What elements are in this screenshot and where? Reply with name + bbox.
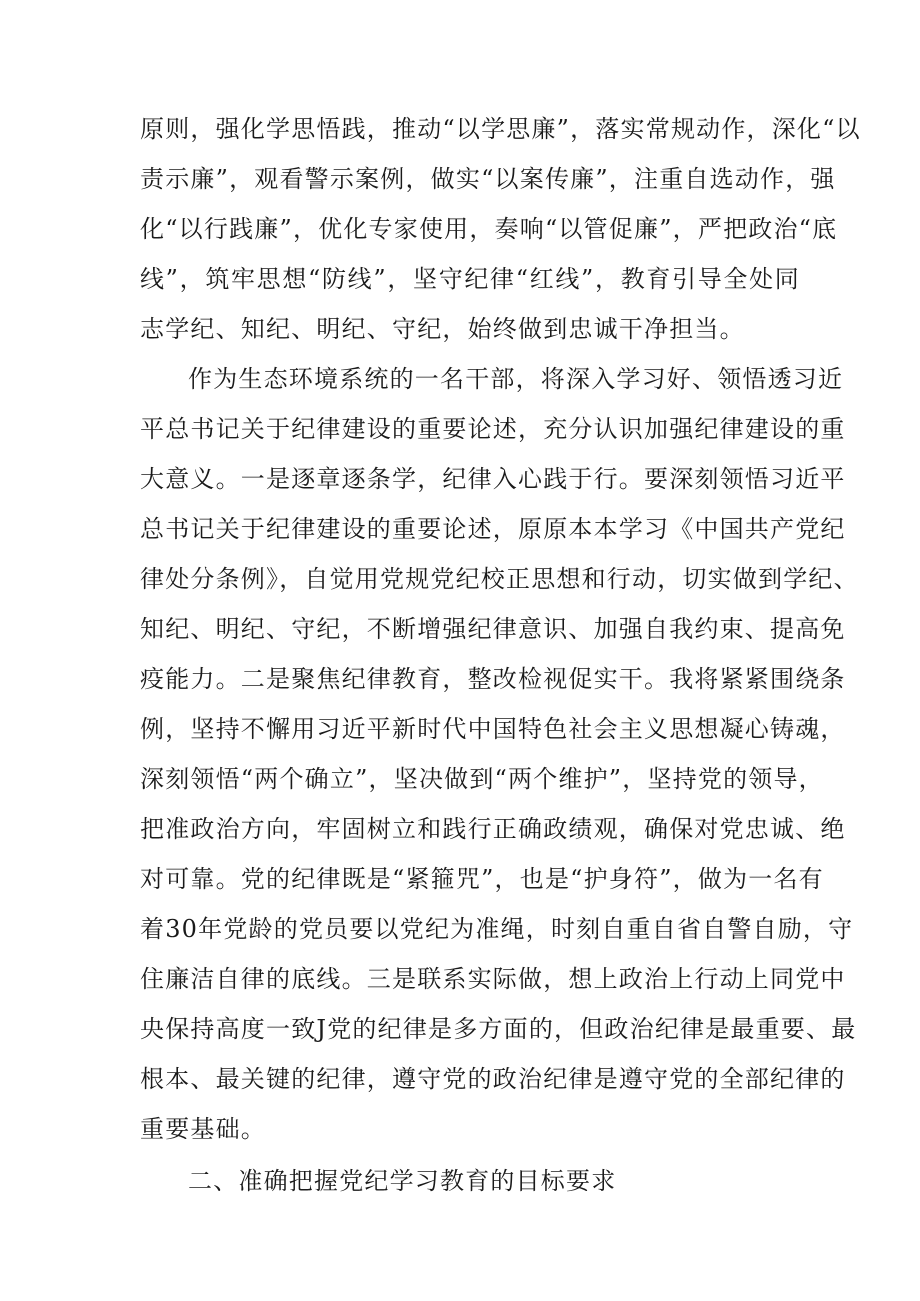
- text-line: 原则，强化学思悟践，推动“以学思廉”，落实常规动作，深化“以: [140, 115, 861, 143]
- section-heading: 二、准确把握党纪学习教育的目标要求: [188, 1167, 617, 1195]
- text-line: 对可靠。党的纪律既是“紧箍咒”，也是“护身符”，做为一名有: [140, 865, 824, 893]
- text-line: 化“以行践廉”，优化专家使用，奏响“以管促廉”，严把政治“底: [140, 215, 838, 243]
- text-line: 例，坚持不懈用习近平新时代中国特色社会主义思想凝心铸魂，: [140, 715, 846, 743]
- text-line: 律处分条例》，自觉用党规党纪校正思想和行动，切实做到学纪、: [140, 565, 859, 593]
- text-line: 住廉洁自律的底线。三是联系实际做，想上政治上行动上同党中: [140, 965, 846, 993]
- text-line: 根本、最关键的纪律，遵守党的政治纪律是遵守党的全部纪律的: [140, 1065, 846, 1093]
- text-line: 重要基础。: [140, 1115, 266, 1143]
- text-line: 志学纪、知纪、明纪、守纪，始终做到忠诚干净担当。: [140, 315, 745, 343]
- text-line: 疫能力。二是聚焦纪律教育，整改检视促实干。我将紧紧围绕条: [140, 665, 846, 693]
- text-line: 大意义。一是逐章逐条学，纪律入心践于行。要深刻领悟习近平: [140, 465, 846, 493]
- text-line: 作为生态环境系统的一名干部，将深入学习好、领悟透习近: [188, 365, 844, 393]
- text-line: 线”，筑牢思想“防线”，坚守纪律“红线”，教育引导全处同: [140, 265, 800, 293]
- text-line: 总书记关于纪律建设的重要论述，原原本本学习《中国共产党纪: [140, 515, 846, 543]
- text-line: 深刻领悟“两个确立”，坚决做到“两个维护”，坚持党的领导，: [140, 765, 824, 793]
- text-line: 平总书记关于纪律建设的重要论述，充分认识加强纪律建设的重: [140, 415, 846, 443]
- text-line: 把准政治方向，牢固树立和践行正确政绩观，确保对党忠诚、绝: [140, 815, 846, 843]
- text-line: 知纪、明纪、守纪，不断增强纪律意识、加强自我约束、提高免: [140, 615, 846, 643]
- text-line: 着30年党龄的党员要以党纪为准绳，时刻自重自省自警自励，守: [140, 915, 854, 943]
- text-line: 责示廉”，观看警示案例，做实“以案传廉”，注重自选动作，强: [140, 165, 836, 193]
- text-line: 央保持高度一致J党的纪律是多方面的，但政治纪律是最重要、最: [140, 1015, 857, 1043]
